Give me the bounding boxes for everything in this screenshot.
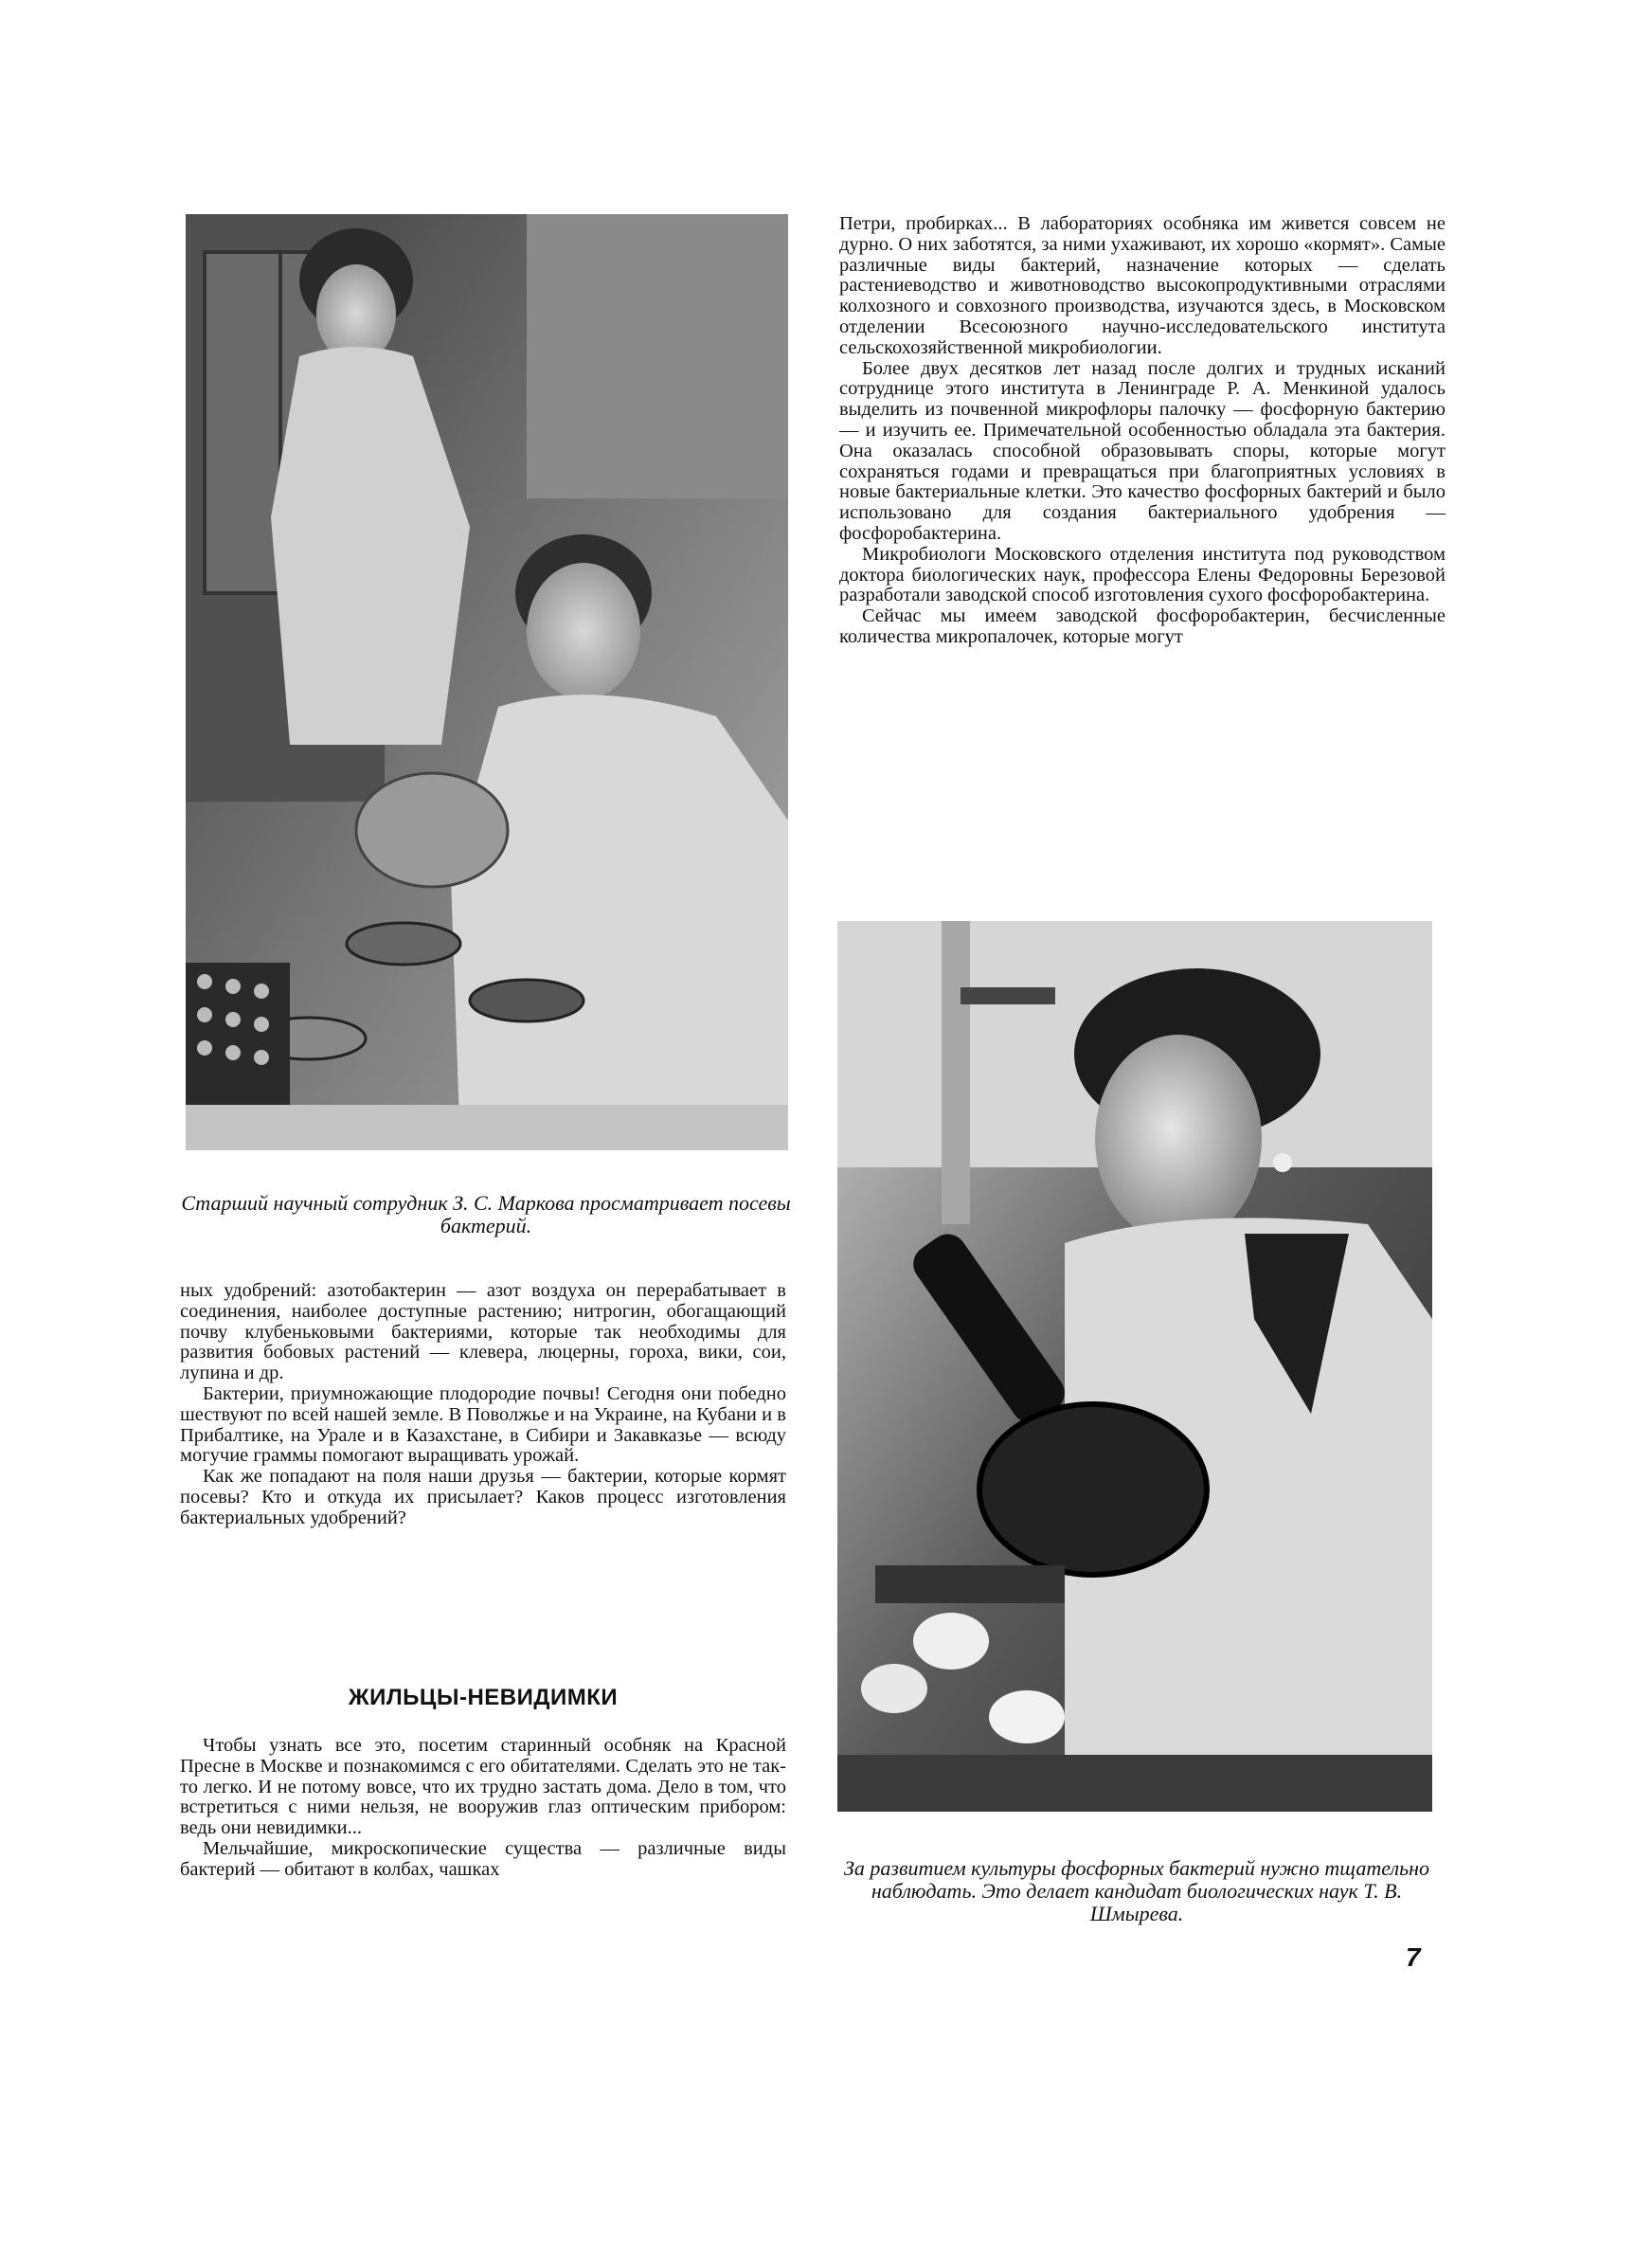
lab-photo-shmyreva [837, 921, 1432, 1812]
right-paragraph-1: Петри, пробирках... В лабораториях особняка им живется совсем не дурно. О них заботятся, за ними ухаживают, их хорошо «кормят». Самые различные виды бактерий, назначение которых — сделать растениеводство и животноводство высокопродуктивными отраслями колхозного и совхозного производства, изучаются здесь, в Московском отделении Всесоюзного научно-исследовательского института сельскохозяйственной микробиологии. [839, 213, 1446, 358]
caption-photo-markova: Старший научный сотрудник З. С. Маркова просматривает посевы бактерий. [181, 1191, 791, 1237]
left-paragraph-2: Бактерии, приумножающие плодородие почвы! Сегодня они победно шествуют по всей нашей земле. В Поволжье и на Украине, на Кубани и в Прибалтике, на Урале и в Казахстане, в Сибири и Закавказье — всюду могучие граммы помогают выращивать урожай. [180, 1382, 786, 1467]
caption-photo-shmyreva: За развитием культуры фосфорных бактерий нужно тщательно наблюдать. Это делает кандидат биологических наук Т. В. Шмырева. [843, 1856, 1429, 1925]
lab-photo-markova [186, 214, 788, 1150]
page-number: 7 [1406, 1942, 1421, 1972]
right-column-text [839, 214, 1446, 648]
section-heading: ЖИЛЬЦЫ-НЕВИДИМКИ [348, 1685, 619, 1710]
right-paragraph-4: Сейчас мы имеем заводской фосфоробактерин, бесчисленные количества микропалочек, которые могут [839, 605, 1446, 647]
lab-photo-markova-image [186, 214, 788, 1150]
left-column-text-bottom [180, 1736, 786, 1881]
left-paragraph-5: Мельчайшие, микроскопические существа — различные виды бактерий — обитают в колбах, чашках [180, 1837, 786, 1880]
left-column-text-top [180, 1281, 786, 1529]
right-paragraph-2: Более двух десятков лет назад после долгих и трудных исканий сотруднице этого института в Ленинграде Р. А. Менкиной удалось выделить из почвенной микрофлоры палочку — фосфорную бактерию — и изучить ее. Примечательной особенностью обладала эта бактерия. Она оказалась способной образовывать споры, которые могут сохраняться годами и превращаться при благоприятных условиях в новые бактериальные клетки. Это качество фосфорных бактерий и было использовано для создания бактериального удобрения — фосфоробактерина. [839, 357, 1446, 544]
left-paragraph-3: Как же попадают на поля наши друзья — бактерии, которые кормят посевы? Кто и откуда их присылает? Каков процесс изготовления бактериальных удобрений? [180, 1466, 786, 1528]
lab-photo-shmyreva-image [837, 921, 1432, 1812]
left-paragraph-4: Чтобы узнать все это, посетим старинный особняк на Красной Пресне в Москве и познакомимся с его обитателями. Сделать это не так-то легко. И не потому вовсе, что их трудно застать дома. Дело в том, что встретиться с ними нельзя, не вооружив глаз оптическим прибором: ведь они невидимки... [180, 1735, 786, 1839]
right-paragraph-3: Микробиологи Московского отделения института под руководством доктора биологических наук, профессора Елены Федоровны Березовой разработали заводской способ изготовления сухого фосфоробактерина. [839, 543, 1446, 606]
left-paragraph-1: ных удобрений: азотобактерин — азот воздуха он перерабатывает в соединения, наиболее доступные растению; нитрогин, обогащающий почву клубеньковыми бактериями, которые так необходимы для развития бобовых растений — клевера, люцерны, гороха, вики, сои, лупина и др. [180, 1280, 786, 1384]
